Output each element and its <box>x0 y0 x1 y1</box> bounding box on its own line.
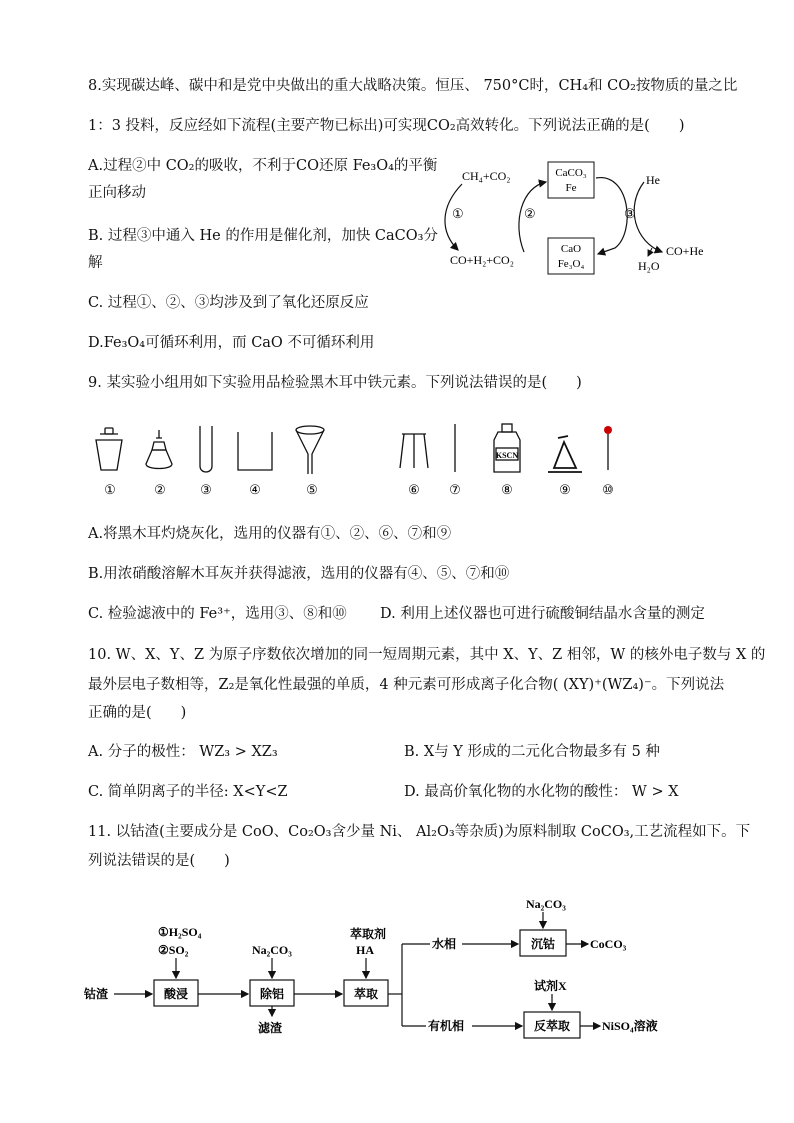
flow-reagent-x: 试剂X <box>534 979 567 993</box>
flow-organic-phase: 有机相 <box>428 1019 465 1033</box>
q9-option-a: A.将黑木耳灼烧灰化，选用的仪器有①、②、⑥、⑦和⑨ <box>88 526 452 542</box>
diagram-co-h2-co2: CO+H₂+CO₂ <box>450 253 514 267</box>
alcohol-lamp-icon <box>146 430 172 469</box>
flow-start-cobalt-slag: 钴渣 <box>84 987 109 1001</box>
apparatus-label-10: ⑩ <box>602 482 614 497</box>
flow-box-extraction-label: 萃取 <box>353 987 379 1001</box>
q8-option-c: C. 过程①、②、③均涉及到了氧化还原反应 <box>88 295 369 311</box>
q8-stem-line2: 1：3 投料，反应经如下流程(主要产物已标出)可实现CO₂高效转化。下列说法正确的是( ) <box>88 118 685 134</box>
apparatus-label-1: ① <box>104 482 116 497</box>
dropper-icon <box>604 426 612 470</box>
flow-reagent-ha: HA <box>356 943 374 957</box>
q8-option-d: D.Fe₃O₄可循环利用，而 CaO 不可循环利用 <box>88 335 375 351</box>
apparatus-label-7: ⑦ <box>449 482 461 497</box>
diagram-box-bottom-line2: Fe₃O₄ <box>557 258 585 270</box>
q9-stem: 9. 某实验小组用如下实验用品检验黑木耳中铁元素。下列说法错误的是( ) <box>88 375 582 391</box>
diagram-box-top-line1: CaCO₃ <box>555 167 587 179</box>
q10-option-c: C. 简单阴离子的半径: X<Y<Z <box>88 784 288 800</box>
q11-stem-line2: 列说法错误的是( ) <box>88 853 230 869</box>
diagram-box-bottom-line1: CaO <box>560 243 582 255</box>
flow-reagent-extractant: 萃取剂 <box>350 927 387 941</box>
flow-reagent-so2: ②SO₂ <box>158 943 189 957</box>
diagram-h2o: H₂O <box>638 259 660 273</box>
q8-option-a-line2: 正向移动 <box>88 185 146 201</box>
flow-box-acid-leach-label: 酸浸 <box>163 987 189 1001</box>
q9-option-d: D. 利用上述仪器也可进行硫酸铜结晶水含量的测定 <box>380 606 705 622</box>
flow-reagent-na2co3-2: Na₂CO₃ <box>526 897 566 911</box>
diagram-arrow-h2o <box>648 248 652 256</box>
q10-stem-line1: 10. W、X、Y、Z 为原子序数依次增加的同一短周期元素，其中 X、Y、Z 相邻，W 的核外电子数与 X 的 <box>88 647 766 663</box>
apparatus-label-2: ② <box>154 482 166 497</box>
q9-option-c: C. 检验滤液中的 Fe³⁺，选用③、⑧和⑩ <box>88 606 347 622</box>
apparatus-label-3: ③ <box>200 482 212 497</box>
flow-box-remove-al-label: 除铝 <box>259 987 285 1001</box>
kscn-label: KSCN <box>495 451 519 460</box>
diagram-ch4-co2: CH₄+CO₂ <box>462 169 511 183</box>
q8-stem-line1: 8.实现碳达峰、碳中和是党中央做出的重大战略决策。恒压、 750°C时，CH₄和 CO₂按物质的量之比 <box>88 78 738 94</box>
diagram-step3-label: ③ <box>624 206 636 221</box>
q9-apparatus-row <box>88 420 648 500</box>
crucible-with-lid-icon <box>96 428 122 470</box>
test-tube-icon <box>200 426 212 472</box>
q8-option-b-line2: 解 <box>88 255 103 271</box>
apparatus-label-4: ④ <box>249 482 261 497</box>
apparatus-label-8: ⑧ <box>501 482 513 497</box>
diagram-box-top-line2: Fe <box>565 182 577 194</box>
beaker-icon <box>238 432 272 470</box>
flow-product-niso4: NiSO₄溶液 <box>602 1019 658 1033</box>
flow-box-back-extraction-label: 反萃取 <box>533 1019 571 1033</box>
apparatus-label-9: ⑨ <box>559 482 571 497</box>
q8-option-b-line1: B. 过程③中通入 He 的作用是催化剂，加快 CaCO₃分 <box>88 228 438 244</box>
flow-water-phase: 水相 <box>432 937 457 951</box>
diagram-arrow-he <box>634 182 662 252</box>
diagram-co-he: CO+He <box>666 244 704 258</box>
funnel-icon <box>296 426 324 474</box>
apparatus-label-6: ⑥ <box>408 482 420 497</box>
diagram-he: He <box>646 173 660 187</box>
q10-option-b: B. X与 Y 形成的二元化合物最多有 5 种 <box>404 744 660 760</box>
q10-stem-line3: 正确的是( ) <box>88 705 187 721</box>
diagram-arrow-step3 <box>596 178 627 254</box>
flow-product-coco3: CoCO₃ <box>590 937 627 951</box>
q8-cycle-diagram <box>440 152 720 282</box>
q8-option-a-line1: A.过程②中 CO₂的吸收，不利于CO还原 Fe₃O₄的平衡 <box>88 158 438 174</box>
clay-triangle-icon <box>548 436 582 472</box>
flow-reagent-h2so4: ①H₂SO₄ <box>158 925 202 939</box>
q10-option-d: D. 最高价氧化物的水化物的酸性： W > X <box>404 784 679 800</box>
q9-option-b: B.用浓硝酸溶解木耳灰并获得滤液，选用的仪器有④、⑤、⑦和⑩ <box>88 566 510 582</box>
diagram-step1-label: ① <box>452 206 464 221</box>
flow-reagent-na2co3-1: Na₂CO₃ <box>252 943 292 957</box>
apparatus-label-5: ⑤ <box>306 482 318 497</box>
kscn-reagent-bottle-icon <box>494 424 520 472</box>
flow-box-precipitate-co-label: 沉钴 <box>530 937 556 951</box>
q11-process-flow <box>80 892 700 1052</box>
q10-stem-line2: 最外层电子数相等，Z₂是氧化性最强的单质，4 种元素可形成离子化合物( (XY)⁺(WZ₄)⁻。下列说法 <box>88 677 725 693</box>
q10-option-a: A. 分子的极性： WZ₃ > XZ₃ <box>88 744 278 760</box>
tripod-icon <box>400 434 428 468</box>
flow-residue: 滤渣 <box>258 1021 283 1035</box>
diagram-step2-label: ② <box>524 206 536 221</box>
q11-stem-line1: 11. 以钴渣(主要成分是 CoO、Co₂O₃含少量 Ni、 Al₂O₃等杂质)为原料制取 CoCO₃,工艺流程如下。下 <box>88 824 751 840</box>
